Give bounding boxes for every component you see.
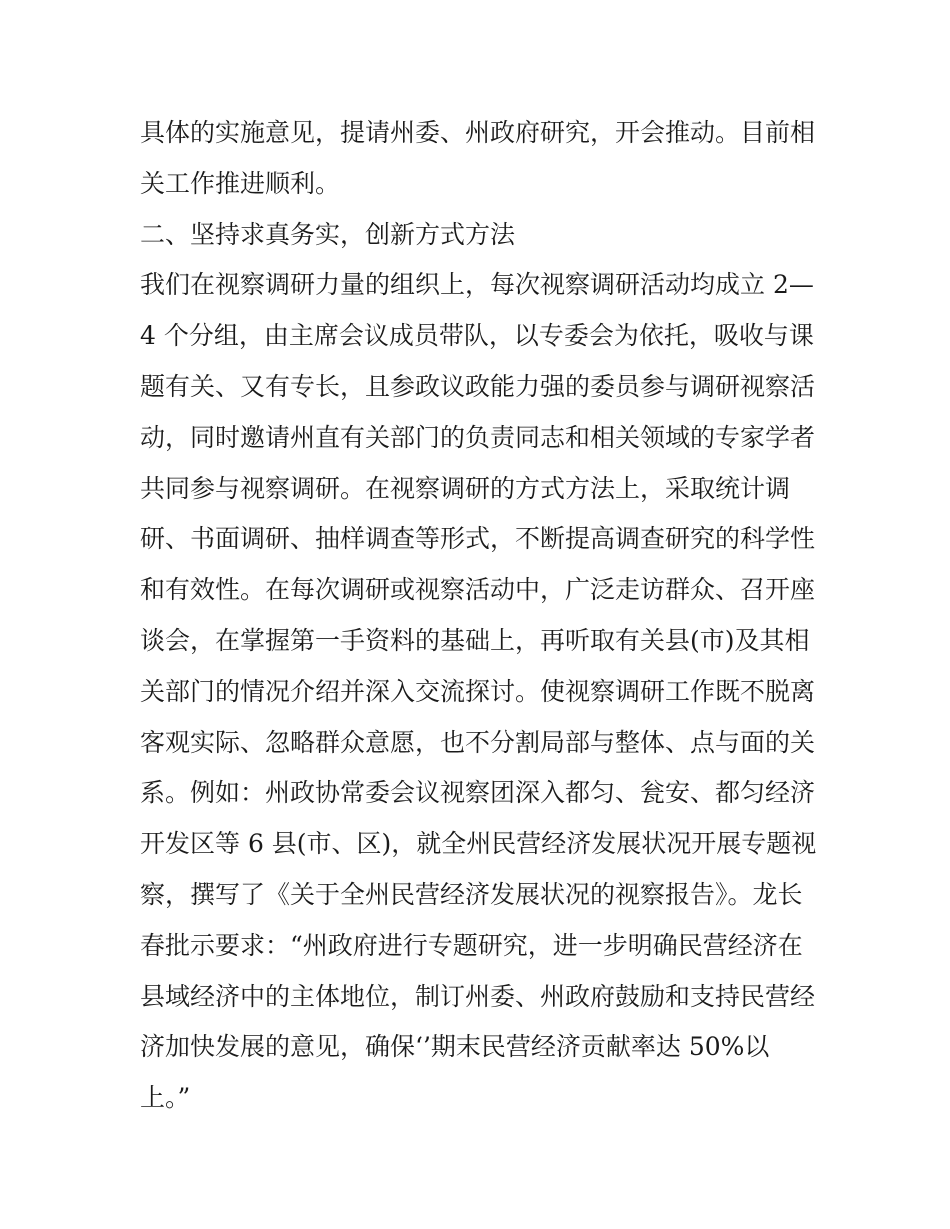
text-line: 春批示要求：“州政府进行专题研究，进一步明确民营经济在 bbox=[140, 930, 803, 960]
text-line: 我们在视察调研力量的组织上，每次视察调研活动均成立 2— bbox=[140, 270, 814, 300]
text-line: 察，撰写了《关于全州民营经济发展状况的视察报告》。龙长 bbox=[140, 879, 803, 909]
text-line: 题有关、又有专长，且参政议政能力强的委员参与调研视察活 bbox=[140, 371, 816, 401]
text-line: 关工作推进顺利。 bbox=[140, 168, 341, 198]
text-line: 共同参与视察调研。在视察调研的方式方法上，采取统计调 bbox=[140, 473, 791, 503]
text-line: 4 个分组，由主席会议成员带队，以专委会为依托，吸收与课 bbox=[140, 321, 814, 351]
text-line: 系。例如：州政协常委会议视察团深入都匀、瓮安、都匀经济 bbox=[140, 778, 816, 808]
text-line: 客观实际、忽略群众意愿，也不分割局部与整体、点与面的关 bbox=[140, 727, 816, 757]
text-line: 开发区等 6 县(市、区)，就全州民营经济发展状况开展专题视 bbox=[140, 829, 817, 859]
text-line: 县域经济中的主体地位，制订州委、州政府鼓励和支持民营经 bbox=[140, 981, 816, 1011]
text-line: 具体的实施意见，提请州委、州政府研究，开会推动。目前相 bbox=[140, 118, 816, 147]
text-line: 关部门的情况介绍并深入交流探讨。使视察调研工作既不脱离 bbox=[140, 676, 816, 706]
text-line: 谈会，在掌握第一手资料的基础上，再听取有关县(市)及其相 bbox=[140, 625, 810, 655]
body-text bbox=[140, 108, 820, 1124]
text-line: 动，同时邀请州直有关部门的负责同志和相关领域的专家学者 bbox=[140, 422, 816, 452]
section-heading: 二、坚持求真务实，创新方式方法 bbox=[140, 219, 516, 249]
text-line: 和有效性。在每次调研或视察活动中，广泛走访群众、召开座 bbox=[140, 575, 816, 605]
text-line: 上。” bbox=[140, 1083, 191, 1113]
text-line: 研、书面调研、抽样调查等形式，不断提高调查研究的科学性 bbox=[140, 524, 816, 554]
text-line: 济加快发展的意见，确保‘’期末民营经济贡献率达 50%以 bbox=[140, 1032, 770, 1062]
